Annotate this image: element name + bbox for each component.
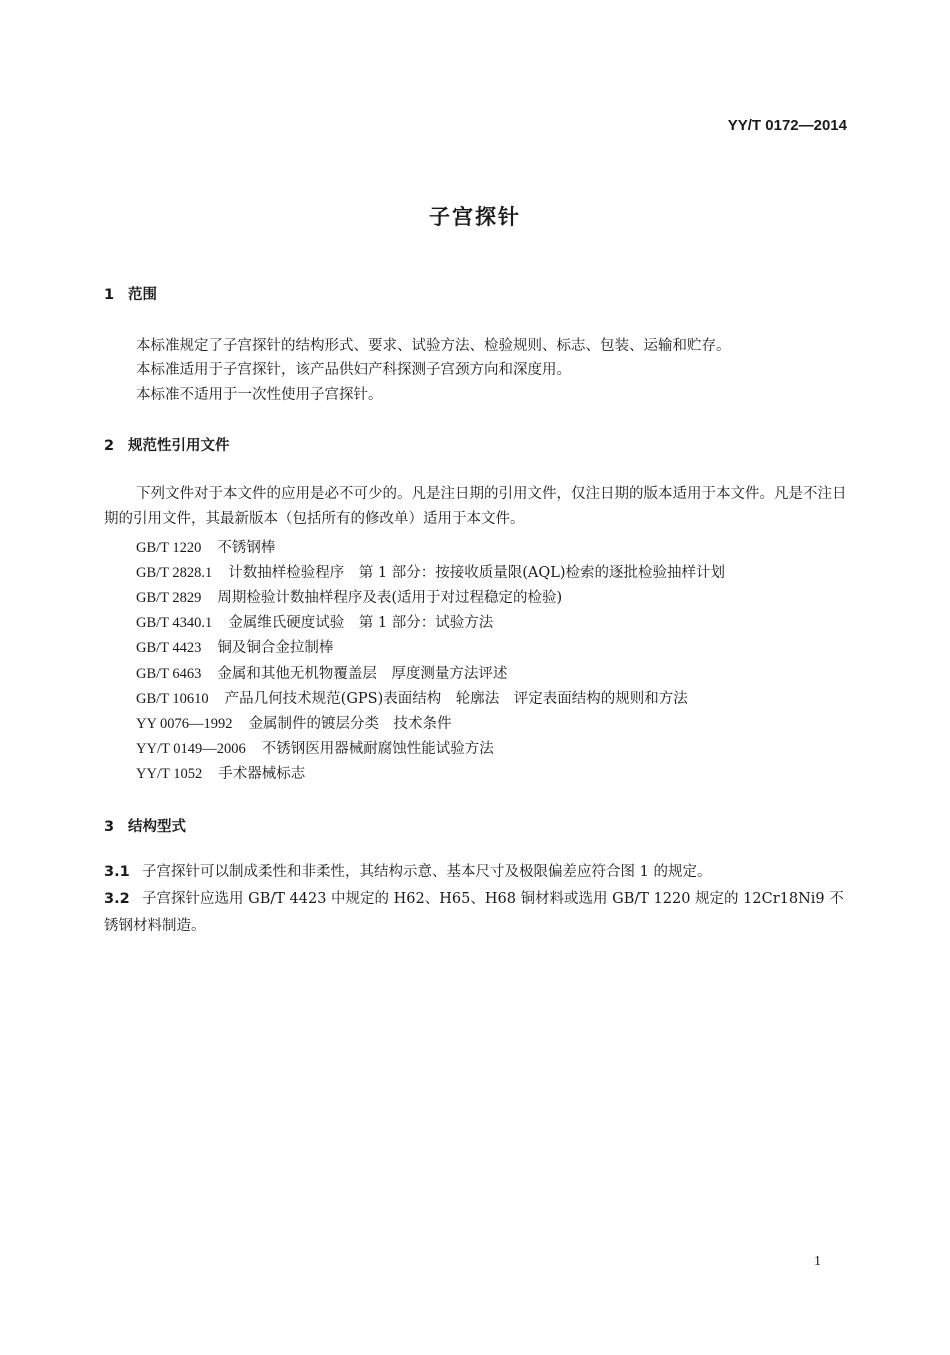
section-title: 结构型式: [128, 819, 186, 835]
reference-item: [136, 662, 507, 683]
document-title: 子宫探针: [429, 205, 521, 229]
reference-code: YY 0076—1992: [136, 716, 233, 732]
reference-title: 手术器械标志: [218, 766, 306, 782]
scope-paragraph: 本标准适用于子宫探针，该产品供妇产科探测子宫颈方向和深度用。: [136, 362, 571, 378]
reference-title: 计数抽样检验程序 第 1 部分：按接收质量限(AQL)检索的逐批检验抽样计划: [228, 565, 726, 581]
reference-title: 不锈钢医用器械耐腐蚀性能试验方法: [261, 741, 494, 757]
clause-text: 子宫探针可以制成柔性和非柔性，其结构示意、基本尺寸及极限偏差应符合图 1 的规定。: [142, 864, 712, 880]
reference-item: [136, 636, 333, 657]
reference-code: GB/T 6463: [136, 666, 202, 682]
reference-title: 不锈钢棒: [217, 540, 276, 556]
reference-title: 金属制件的镀层分类 技术条件: [248, 716, 452, 732]
section-3-heading: [104, 815, 186, 836]
scope-paragraph: 本标准不适用于一次性使用子宫探针。: [136, 387, 383, 403]
references-intro: 下列文件对于本文件的应用是必不可少的。凡是注日期的引用文件，仅注日期的版本适用于本文件。凡是不注日期的引用文件，其最新版本（包括所有的修改单）适用于本文件。: [104, 486, 847, 527]
clause-text: 子宫探针应选用 GB/T 4423 中规定的 H62、H65、H68 铜材料或选用 GB/T 1220 规定的 12Cr18Ni9 不锈钢材料制造。: [104, 891, 844, 934]
reference-title: 铜及铜合金拉制棒: [217, 640, 334, 656]
scope-paragraph: 本标准规定了子宫探针的结构形式、要求、试验方法、检验规则、标志、包装、运输和贮存。: [136, 338, 731, 354]
reference-title: 金属维氏硬度试验 第 1 部分：试验方法: [228, 615, 494, 631]
reference-code: GB/T 10610: [136, 691, 209, 707]
section-number: 1: [104, 287, 115, 303]
reference-code: GB/T 1220: [136, 540, 202, 556]
reference-item: [136, 737, 494, 758]
reference-item: [136, 712, 452, 733]
section-1-heading: [104, 283, 157, 304]
section-number: 2: [104, 438, 115, 454]
reference-code: YY/T 1052: [136, 766, 203, 782]
section-title: 范围: [128, 287, 157, 303]
reference-title: 周期检验计数抽样程序及表(适用于对过程稳定的检验): [217, 590, 563, 606]
clause-3-1: [104, 859, 848, 886]
section-2-heading: [104, 434, 230, 455]
section-number: 3: [104, 819, 115, 835]
standard-code: YY/T 0172—2014: [727, 117, 847, 134]
reference-title: 金属和其他无机物覆盖层 厚度测量方法评述: [217, 666, 508, 682]
clause-number: 3.2: [104, 891, 130, 907]
reference-code: YY/T 0149—2006: [136, 741, 246, 757]
page-number: 1: [814, 1254, 821, 1269]
reference-code: GB/T 4340.1: [136, 615, 213, 631]
reference-item: [136, 762, 305, 783]
reference-code: GB/T 2829: [136, 590, 202, 606]
reference-item: [136, 536, 275, 557]
reference-code: GB/T 2828.1: [136, 565, 213, 581]
clause-number: 3.1: [104, 864, 130, 880]
reference-item: [136, 586, 562, 607]
section-title: 规范性引用文件: [128, 438, 230, 454]
reference-item: [136, 561, 725, 582]
reference-code: GB/T 4423: [136, 640, 202, 656]
reference-item: [136, 611, 493, 632]
reference-title: 产品几何技术规范(GPS)表面结构 轮廓法 评定表面结构的规则和方法: [224, 691, 688, 707]
clause-3-2: [104, 886, 848, 940]
reference-item: [136, 687, 688, 708]
